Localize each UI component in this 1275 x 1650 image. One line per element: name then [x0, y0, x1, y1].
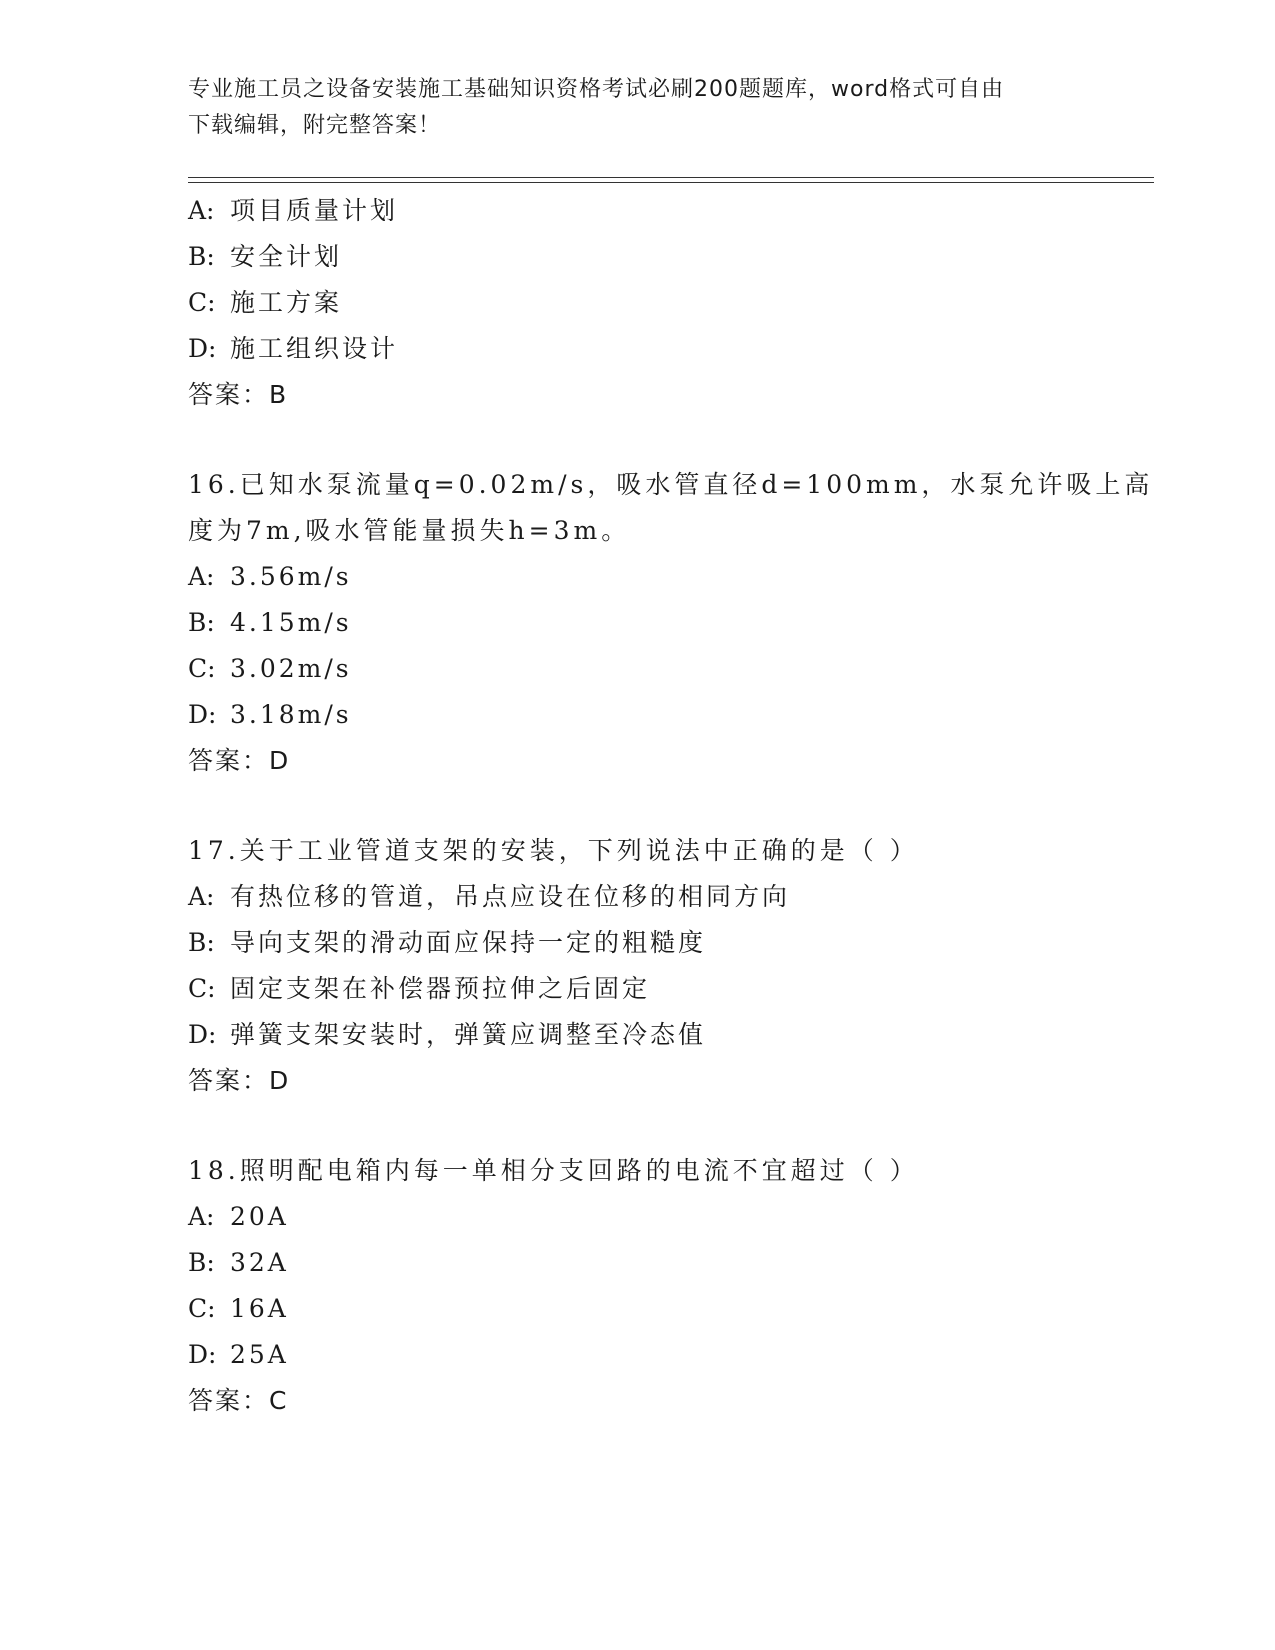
option-b [188, 600, 1128, 646]
option-b [188, 1240, 1128, 1286]
option-prefix: B: [188, 242, 215, 271]
option-prefix: D: [188, 334, 217, 363]
option-text: 项目质量计划 [230, 196, 399, 225]
question-spacer [188, 1104, 1128, 1148]
option-d [188, 692, 1128, 738]
option-text: 施工组织设计 [230, 334, 399, 363]
option-prefix: A: [188, 562, 215, 591]
question-stem-line-1: 18.照明配电箱内每一单相分支回路的电流不宜超过（ ） [188, 1156, 919, 1185]
option-prefix: D: [188, 700, 217, 729]
option-b [188, 234, 1128, 280]
option-text: 弹簧支架安装时，弹簧应调整至冷态值 [230, 1020, 707, 1049]
question-stem-line-1: 17.关于工业管道支架的安装，下列说法中正确的是（ ） [188, 836, 919, 865]
question-17 [188, 828, 1128, 1104]
option-prefix: A: [188, 1202, 215, 1231]
question-spacer [188, 418, 1128, 462]
header-divider-bottom [188, 182, 1154, 183]
option-prefix: D: [188, 1020, 217, 1049]
option-text: 20A [230, 1202, 289, 1231]
option-d [188, 326, 1128, 372]
question-18 [188, 1148, 1128, 1424]
option-text: 3.18m/s [230, 700, 352, 729]
option-text: 施工方案 [230, 288, 343, 317]
option-text: 4.15m/s [230, 608, 352, 637]
option-prefix: C: [188, 1294, 216, 1323]
option-prefix: B: [188, 928, 215, 957]
option-prefix: D: [188, 1340, 217, 1369]
document-header [188, 72, 1088, 144]
option-text: 16A [230, 1294, 289, 1323]
question-stem-line-1: 16.已知水泵流量q=0.02m/s，吸水管直径d=100mm，水泵允许吸上高 [188, 470, 1154, 499]
option-text: 3.56m/s [230, 562, 352, 591]
option-b [188, 920, 1128, 966]
option-d [188, 1332, 1128, 1378]
question-15 [188, 188, 1128, 418]
answer-line: 答案：D [188, 1066, 291, 1095]
option-text: 3.02m/s [230, 654, 352, 683]
option-text: 有热位移的管道，吊点应设在位移的相同方向 [230, 882, 791, 911]
option-prefix: B: [188, 608, 215, 637]
option-a [188, 1194, 1128, 1240]
header-title-line-2: 下载编辑，附完整答案！ [188, 113, 442, 138]
option-prefix: C: [188, 654, 216, 683]
option-c [188, 280, 1128, 326]
option-text: 25A [230, 1340, 289, 1369]
question-16 [188, 462, 1154, 784]
option-a [188, 874, 1128, 920]
option-text: 固定支架在补偿器预拉伸之后固定 [230, 974, 651, 1003]
option-a [188, 188, 1128, 234]
option-text: 32A [230, 1248, 289, 1277]
answer-line: 答案：C [188, 1386, 289, 1415]
option-prefix: A: [188, 196, 215, 225]
answer-line: 答案：D [188, 746, 291, 775]
option-text: 安全计划 [230, 242, 343, 271]
answer-line: 答案：B [188, 380, 289, 409]
option-text: 导向支架的滑动面应保持一定的粗糙度 [230, 928, 707, 957]
option-prefix: B: [188, 1248, 215, 1277]
option-prefix: A: [188, 882, 215, 911]
header-title-line-1: 专业施工员之设备安装施工基础知识资格考试必刷200题题库，word格式可自由 [188, 77, 1005, 102]
option-a [188, 554, 1128, 600]
question-list [188, 188, 1154, 1424]
option-prefix: C: [188, 974, 216, 1003]
option-d [188, 1012, 1128, 1058]
option-c [188, 966, 1128, 1012]
header-divider-top [188, 177, 1154, 178]
option-c [188, 646, 1128, 692]
option-c [188, 1286, 1128, 1332]
question-spacer [188, 784, 1128, 828]
option-prefix: C: [188, 288, 216, 317]
question-stem-line-2: 度为7m,吸水管能量损失h=3m。 [188, 516, 631, 545]
